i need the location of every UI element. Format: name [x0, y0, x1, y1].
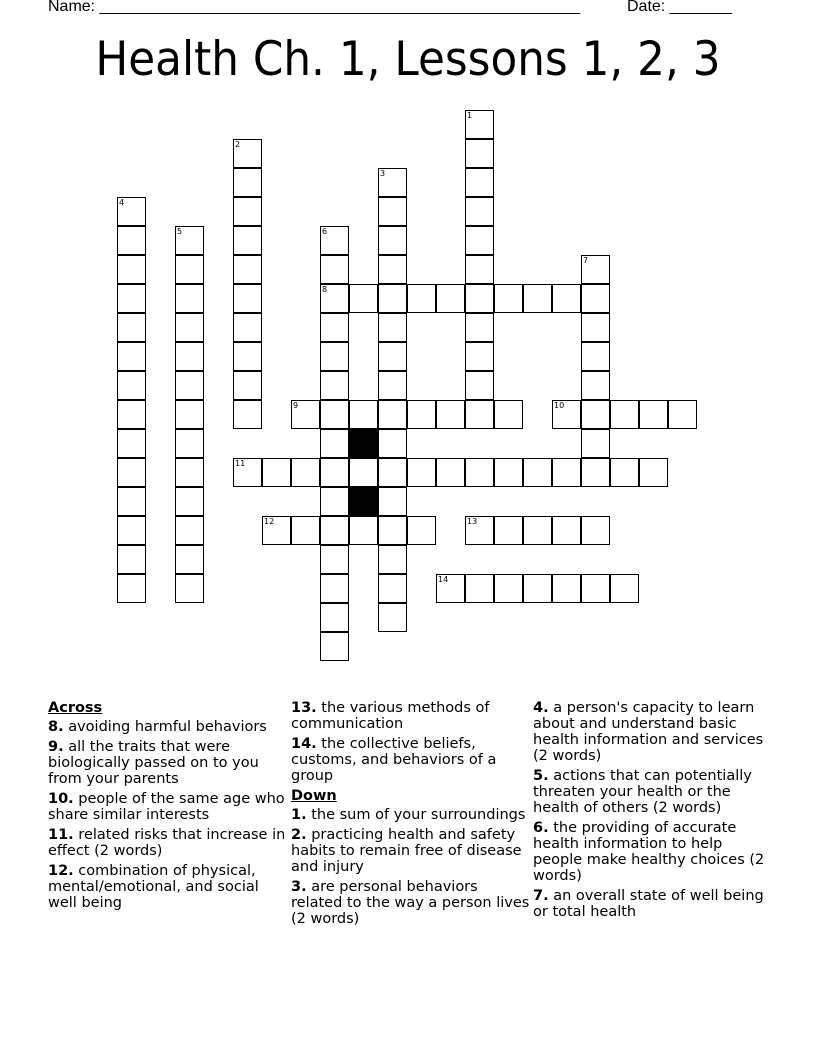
- clue-number: 2.: [291, 827, 307, 843]
- cell-number: 8: [322, 285, 328, 294]
- black-cell: [349, 429, 378, 458]
- grid-cell[interactable]: [117, 342, 146, 371]
- grid-cell[interactable]: [378, 255, 407, 284]
- grid-cell[interactable]: [378, 429, 407, 458]
- clue-text: related risks that increase in effect (2 words): [48, 827, 286, 859]
- grid-cell[interactable]: [581, 400, 610, 429]
- grid-cell[interactable]: [581, 516, 610, 545]
- grid-cell[interactable]: [320, 632, 349, 661]
- grid-cell[interactable]: [233, 226, 262, 255]
- grid-cell[interactable]: [175, 574, 204, 603]
- grid-cell[interactable]: [436, 400, 465, 429]
- clue-across-10: [48, 791, 288, 823]
- grid-cell[interactable]: [117, 458, 146, 487]
- grid-cell[interactable]: [117, 284, 146, 313]
- clue-across-9: [48, 739, 288, 787]
- grid-cell[interactable]: [465, 284, 494, 313]
- cell-number: 2: [235, 140, 241, 149]
- cell-number: 1: [467, 111, 473, 120]
- grid-cell[interactable]: [175, 400, 204, 429]
- clue-text: the providing of accurate health information to help people make healthy choices (2 words): [533, 820, 765, 884]
- clues-column-1: [48, 700, 288, 915]
- across-heading: Across: [48, 700, 103, 716]
- date-field-label: Date: _______: [627, 0, 732, 15]
- grid-cell[interactable]: [465, 255, 494, 284]
- grid-cell[interactable]: [523, 284, 552, 313]
- grid-cell[interactable]: [494, 516, 523, 545]
- clue-text: a person's capacity to learn about and understand basic health information and services (2 words): [533, 700, 764, 764]
- grid-cell[interactable]: [117, 487, 146, 516]
- black-cell: [349, 487, 378, 516]
- grid-cell[interactable]: [494, 574, 523, 603]
- cell-number: 7: [583, 256, 589, 265]
- clue-down-3: [291, 879, 531, 927]
- grid-cell[interactable]: [320, 545, 349, 574]
- grid-cell[interactable]: [233, 197, 262, 226]
- grid-cell[interactable]: [320, 516, 349, 545]
- grid-cell[interactable]: [262, 516, 291, 545]
- grid-cell[interactable]: [320, 487, 349, 516]
- clue-number: 12.: [48, 863, 74, 879]
- grid-cell[interactable]: [465, 516, 494, 545]
- clue-text: an overall state of well being or total health: [533, 888, 764, 920]
- grid-cell[interactable]: [233, 458, 262, 487]
- grid-cell[interactable]: [465, 313, 494, 342]
- grid-cell[interactable]: [320, 313, 349, 342]
- clue-across-13: [291, 700, 531, 732]
- grid-cell[interactable]: [552, 574, 581, 603]
- grid-cell[interactable]: [581, 458, 610, 487]
- grid-cell[interactable]: [407, 400, 436, 429]
- grid-cell[interactable]: [262, 458, 291, 487]
- grid-cell[interactable]: [117, 313, 146, 342]
- grid-cell[interactable]: [581, 284, 610, 313]
- grid-cell[interactable]: [117, 371, 146, 400]
- grid-cell[interactable]: [233, 400, 262, 429]
- grid-cell[interactable]: [581, 371, 610, 400]
- clue-text: avoiding harmful behaviors: [68, 719, 267, 735]
- grid-cell[interactable]: [378, 371, 407, 400]
- cell-number: 14: [438, 575, 449, 584]
- grid-cell[interactable]: [639, 458, 668, 487]
- grid-cell[interactable]: [349, 284, 378, 313]
- grid-cell[interactable]: [378, 458, 407, 487]
- grid-cell[interactable]: [465, 574, 494, 603]
- grid-cell[interactable]: [407, 516, 436, 545]
- clue-down-2: [291, 827, 531, 875]
- grid-cell[interactable]: [117, 545, 146, 574]
- grid-cell[interactable]: [175, 226, 204, 255]
- grid-cell[interactable]: [378, 342, 407, 371]
- clue-text: the various methods of communication: [291, 700, 490, 732]
- grid-cell[interactable]: [117, 429, 146, 458]
- grid-cell[interactable]: [233, 342, 262, 371]
- grid-cell[interactable]: [436, 458, 465, 487]
- grid-cell[interactable]: [552, 458, 581, 487]
- clue-down-5: [533, 768, 773, 816]
- cell-number: 4: [119, 198, 125, 207]
- grid-cell[interactable]: [117, 226, 146, 255]
- clue-number: 13.: [291, 700, 317, 716]
- grid-cell[interactable]: [378, 313, 407, 342]
- grid-cell[interactable]: [233, 139, 262, 168]
- grid-cell[interactable]: [175, 284, 204, 313]
- grid-cell[interactable]: [465, 371, 494, 400]
- grid-cell[interactable]: [378, 197, 407, 226]
- cell-number: 12: [264, 517, 275, 526]
- grid-cell[interactable]: [436, 574, 465, 603]
- grid-cell[interactable]: [320, 429, 349, 458]
- clue-text: combination of physical, mental/emotional, and social well being: [48, 863, 259, 911]
- cell-number: 11: [235, 459, 246, 468]
- grid-cell[interactable]: [320, 342, 349, 371]
- clue-number: 9.: [48, 739, 64, 755]
- grid-cell[interactable]: [465, 110, 494, 139]
- grid-cell[interactable]: [233, 313, 262, 342]
- grid-cell[interactable]: [378, 545, 407, 574]
- grid-cell[interactable]: [320, 400, 349, 429]
- clue-text: the sum of your surroundings: [311, 807, 526, 823]
- grid-cell[interactable]: [610, 400, 639, 429]
- grid-cell[interactable]: [233, 371, 262, 400]
- cell-number: 6: [322, 227, 328, 236]
- clue-number: 3.: [291, 879, 307, 895]
- grid-cell[interactable]: [117, 400, 146, 429]
- clues-column-2: [291, 700, 531, 931]
- grid-cell[interactable]: [581, 342, 610, 371]
- grid-cell[interactable]: [320, 458, 349, 487]
- grid-cell[interactable]: [465, 226, 494, 255]
- grid-cell[interactable]: [494, 400, 523, 429]
- clue-text: practicing health and safety habits to remain free of disease and injury: [291, 827, 522, 875]
- clue-text: are personal behaviors related to the way a person lives (2 words): [291, 879, 530, 927]
- grid-cell[interactable]: [494, 284, 523, 313]
- grid-cell[interactable]: [639, 400, 668, 429]
- clue-text: people of the same age who share similar interests: [48, 791, 285, 823]
- grid-cell[interactable]: [117, 516, 146, 545]
- clue-number: 6.: [533, 820, 549, 836]
- grid-cell[interactable]: [117, 197, 146, 226]
- grid-cell[interactable]: [320, 603, 349, 632]
- grid-cell[interactable]: [610, 458, 639, 487]
- grid-cell[interactable]: [407, 458, 436, 487]
- clue-text: the collective beliefs, customs, and behaviors of a group: [291, 736, 497, 784]
- grid-cell[interactable]: [436, 284, 465, 313]
- grid-cell[interactable]: [233, 168, 262, 197]
- grid-cell[interactable]: [117, 255, 146, 284]
- grid-cell[interactable]: [668, 400, 697, 429]
- clue-text: actions that can potentially threaten your health or the health of others (2 words): [533, 768, 752, 816]
- grid-cell[interactable]: [552, 400, 581, 429]
- grid-cell[interactable]: [465, 458, 494, 487]
- clue-down-4: [533, 700, 773, 764]
- clue-number: 4.: [533, 700, 549, 716]
- clue-down-1: [291, 807, 531, 823]
- clue-number: 11.: [48, 827, 74, 843]
- clue-across-8: [48, 719, 288, 735]
- grid-cell[interactable]: [465, 400, 494, 429]
- down-heading: Down: [291, 788, 337, 804]
- grid-cell[interactable]: [378, 487, 407, 516]
- clue-down-7: [533, 888, 773, 920]
- grid-cell[interactable]: [233, 284, 262, 313]
- grid-cell[interactable]: [320, 574, 349, 603]
- cell-number: 10: [554, 401, 565, 410]
- clue-number: 8.: [48, 719, 64, 735]
- cell-number: 3: [380, 169, 386, 178]
- clue-number: 7.: [533, 888, 549, 904]
- name-field-label: Name: ______________________________________________________: [48, 0, 581, 15]
- grid-cell[interactable]: [523, 574, 552, 603]
- grid-cell[interactable]: [378, 516, 407, 545]
- grid-cell[interactable]: [610, 574, 639, 603]
- grid-cell[interactable]: [175, 255, 204, 284]
- grid-cell[interactable]: [320, 284, 349, 313]
- grid-cell[interactable]: [349, 458, 378, 487]
- grid-cell[interactable]: [523, 516, 552, 545]
- grid-cell[interactable]: [175, 487, 204, 516]
- grid-cell[interactable]: [378, 400, 407, 429]
- grid-cell[interactable]: [378, 226, 407, 255]
- grid-cell[interactable]: [175, 313, 204, 342]
- grid-cell[interactable]: [581, 429, 610, 458]
- grid-cell[interactable]: [349, 516, 378, 545]
- clue-across-11: [48, 827, 288, 859]
- grid-cell[interactable]: [291, 458, 320, 487]
- clues-column-3: [533, 700, 773, 924]
- cell-number: 13: [467, 517, 478, 526]
- clue-number: 1.: [291, 807, 307, 823]
- clue-text: all the traits that were biologically passed on to you from your parents: [48, 739, 259, 787]
- grid-cell[interactable]: [465, 197, 494, 226]
- grid-cell[interactable]: [378, 168, 407, 197]
- grid-cell[interactable]: [378, 574, 407, 603]
- grid-cell[interactable]: [465, 139, 494, 168]
- grid-cell[interactable]: [320, 371, 349, 400]
- grid-cell[interactable]: [465, 342, 494, 371]
- grid-cell[interactable]: [494, 458, 523, 487]
- grid-cell[interactable]: [407, 284, 436, 313]
- grid-cell[interactable]: [523, 458, 552, 487]
- clue-number: 10.: [48, 791, 74, 807]
- grid-cell[interactable]: [117, 574, 146, 603]
- grid-cell[interactable]: [291, 516, 320, 545]
- grid-cell[interactable]: [378, 284, 407, 313]
- clue-across-14: [291, 736, 531, 784]
- grid-cell[interactable]: [581, 313, 610, 342]
- grid-cell[interactable]: [291, 400, 320, 429]
- grid-cell[interactable]: [320, 255, 349, 284]
- clue-number: 5.: [533, 768, 549, 784]
- grid-cell[interactable]: [175, 429, 204, 458]
- cell-number: 9: [293, 401, 299, 410]
- grid-cell[interactable]: [581, 574, 610, 603]
- clue-across-12: [48, 863, 288, 911]
- clue-number: 14.: [291, 736, 317, 752]
- page-title: Health Ch. 1, Lessons 1, 2, 3: [95, 32, 721, 87]
- grid-cell[interactable]: [465, 168, 494, 197]
- grid-cell[interactable]: [175, 516, 204, 545]
- grid-cell[interactable]: [552, 516, 581, 545]
- grid-cell[interactable]: [175, 371, 204, 400]
- grid-cell[interactable]: [175, 342, 204, 371]
- clue-down-6: [533, 820, 773, 884]
- grid-cell[interactable]: [349, 400, 378, 429]
- cell-number: 5: [177, 227, 183, 236]
- grid-cell[interactable]: [378, 603, 407, 632]
- grid-cell[interactable]: [175, 458, 204, 487]
- grid-cell[interactable]: [175, 545, 204, 574]
- grid-cell[interactable]: [320, 226, 349, 255]
- grid-cell[interactable]: [581, 255, 610, 284]
- grid-cell[interactable]: [552, 284, 581, 313]
- grid-cell[interactable]: [233, 255, 262, 284]
